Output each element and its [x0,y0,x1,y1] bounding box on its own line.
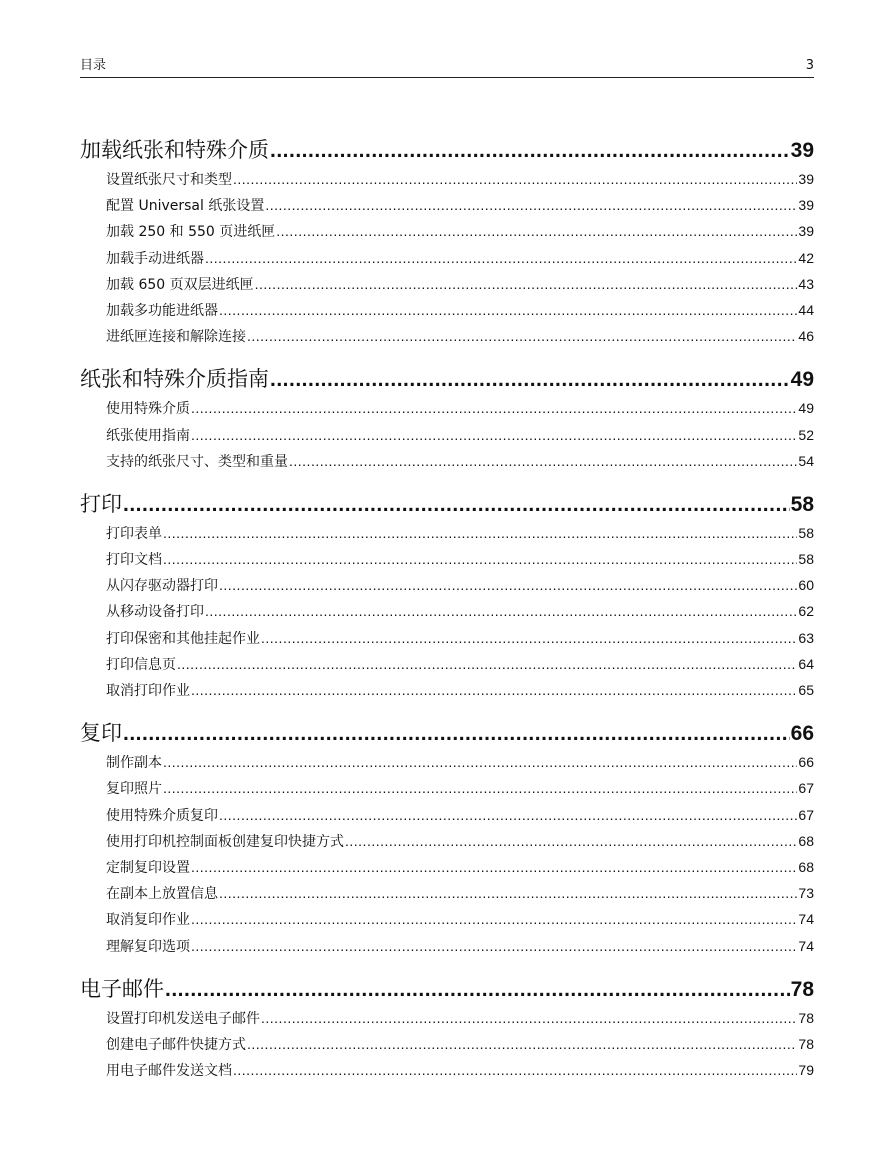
toc-entry[interactable] [80,271,814,297]
toc-entry[interactable] [80,598,814,624]
chapter-page-number: 49 [790,368,814,392]
entry-title: 在副本上放置信息 [106,886,218,903]
entry-page-number: 39 [798,223,814,240]
dot-leader [261,625,797,651]
dot-leader [191,906,797,932]
dot-leader [191,933,797,959]
chapter-page-number: 78 [790,977,814,1001]
chapter-title: 打印 [80,491,122,516]
entry-page-number: 67 [798,780,814,797]
toc-entry[interactable] [80,1031,814,1057]
toc-entry[interactable] [80,192,814,218]
entry-page-number: 67 [798,806,814,823]
dot-leader [163,520,797,546]
entry-page-number: 58 [798,524,814,541]
dot-leader [233,166,797,192]
entry-title: 使用打印机控制面板创建复印快捷方式 [106,833,344,850]
toc-entry[interactable] [80,802,814,828]
toc-entry[interactable] [80,218,814,244]
chapter-page-number: 58 [790,492,814,516]
entry-title: 创建电子邮件快捷方式 [106,1036,246,1053]
toc-entry[interactable] [80,625,814,651]
toc-section [80,974,814,1084]
dot-leader [191,395,797,421]
dot-leader [163,546,797,572]
toc-entry[interactable] [80,297,814,323]
dot-leader [270,135,790,166]
entry-page-number: 65 [798,682,814,698]
entry-page-number: 74 [798,911,814,928]
entry-title: 取消打印作业 [106,683,190,699]
toc-section [80,489,814,703]
entry-title: 制作副本 [106,755,162,772]
entry-title: 打印信息页 [106,656,176,673]
dot-leader [205,598,797,624]
dot-leader [219,880,797,906]
entry-page-number: 46 [798,328,814,345]
dot-leader [191,422,797,448]
entry-title: 加载 650 页双层进纸匣 [106,276,254,293]
dot-leader [289,448,797,474]
toc-entry[interactable] [80,245,814,271]
toc-entry[interactable] [80,677,814,703]
entry-title: 取消复印作业 [106,912,190,929]
entry-page-number: 44 [798,301,814,318]
chapter-title: 电子邮件 [80,976,164,1001]
entry-title: 用电子邮件发送文档 [106,1063,232,1080]
dot-leader [191,677,797,703]
entry-title: 加载多功能进纸器 [106,302,218,319]
entry-title: 理解复印选项 [106,938,190,955]
entry-page-number: 62 [798,603,814,620]
entry-title: 进纸匣连接和解除连接 [106,329,246,346]
entry-page-number: 63 [798,629,814,646]
chapter-title: 复印 [80,721,122,746]
dot-leader [163,775,797,801]
entry-page-number: 68 [798,858,814,875]
chapter-page-number: 66 [790,722,814,746]
dot-leader [163,749,797,775]
entry-title: 设置纸张尺寸和类型 [106,172,232,188]
dot-leader [247,323,797,349]
entry-page-number: 54 [798,452,814,469]
toc-entry[interactable] [80,828,814,854]
toc-chapter-entry[interactable] [80,135,814,166]
toc-section [80,718,814,959]
toc-chapter-entry[interactable] [80,718,814,749]
chapter-title: 纸张和特殊介质指南 [80,367,269,392]
toc-entry[interactable] [80,749,814,775]
entry-page-number: 79 [798,1062,814,1079]
dot-leader [219,297,797,323]
entry-title: 使用特殊介质复印 [106,807,218,824]
toc-entry[interactable] [80,933,814,959]
entry-title: 加载 250 和 550 页进纸匣 [106,224,276,241]
entry-page-number: 49 [798,400,814,417]
entry-title: 打印文档 [106,552,162,569]
entry-title: 定制复印设置 [106,859,190,876]
table-of-contents [80,135,814,1098]
entry-title: 从闪存驱动器打印 [106,578,218,595]
dot-leader [123,718,790,749]
entry-page-number: 39 [798,171,814,187]
entry-page-number: 73 [798,885,814,902]
header-page-number: 3 [805,58,814,73]
entry-title: 设置打印机发送电子邮件 [106,1010,260,1027]
entry-page-number: 58 [798,551,814,568]
toc-chapter-entry[interactable] [80,364,814,395]
entry-title: 配置 Universal 纸张设置 [106,198,265,215]
toc-entry[interactable] [80,422,814,448]
entry-page-number: 64 [798,655,814,672]
toc-entry[interactable] [80,854,814,880]
toc-entry[interactable] [80,651,814,677]
toc-entry[interactable] [80,1005,814,1031]
entry-page-number: 60 [798,577,814,594]
toc-entry[interactable] [80,520,814,546]
dot-leader [219,572,797,598]
toc-section [80,135,814,349]
dot-leader [191,854,797,880]
entry-page-number: 39 [798,197,814,214]
entry-page-number: 52 [798,426,814,443]
entry-page-number: 74 [798,937,814,954]
dot-leader [276,218,797,244]
chapter-title: 加载纸张和特殊介质 [80,138,269,162]
entry-page-number: 43 [798,275,814,292]
entry-page-number: 66 [798,754,814,771]
dot-leader [123,489,790,520]
toc-entry[interactable] [80,395,814,421]
dot-leader [233,1057,797,1083]
entry-title: 从移动设备打印 [106,604,204,621]
entry-title: 打印表单 [106,525,162,542]
entry-title: 使用特殊介质 [106,401,190,418]
toc-entry[interactable] [80,906,814,932]
toc-entry[interactable] [80,775,814,801]
dot-leader [255,271,798,297]
header-title: 目录 [80,58,107,73]
entry-page-number: 78 [798,1035,814,1052]
toc-entry[interactable] [80,880,814,906]
toc-entry[interactable] [80,323,814,349]
dot-leader [345,828,797,854]
page-header [80,58,814,78]
toc-entry[interactable] [80,166,814,192]
entry-page-number: 68 [798,832,814,849]
dot-leader [205,245,797,271]
entry-title: 加载手动进纸器 [106,250,204,267]
dot-leader [165,974,790,1005]
dot-leader [177,651,797,677]
toc-entry[interactable] [80,572,814,598]
dot-leader [265,192,797,218]
toc-section [80,364,814,474]
toc-chapter-entry[interactable] [80,974,814,1005]
entry-title: 复印照片 [106,781,162,798]
dot-leader [270,364,790,395]
dot-leader [247,1031,797,1057]
toc-entry[interactable] [80,546,814,572]
toc-chapter-entry[interactable] [80,489,814,520]
entry-title: 纸张使用指南 [106,427,190,444]
entry-page-number: 42 [798,249,814,266]
dot-leader [219,802,797,828]
toc-entry[interactable] [80,1057,814,1083]
entry-title: 支持的纸张尺寸、类型和重量 [106,453,288,470]
entry-title: 打印保密和其他挂起作业 [106,630,260,647]
dot-leader [261,1005,797,1031]
entry-page-number: 78 [798,1009,814,1026]
chapter-page-number: 39 [790,139,814,162]
toc-entry[interactable] [80,448,814,474]
